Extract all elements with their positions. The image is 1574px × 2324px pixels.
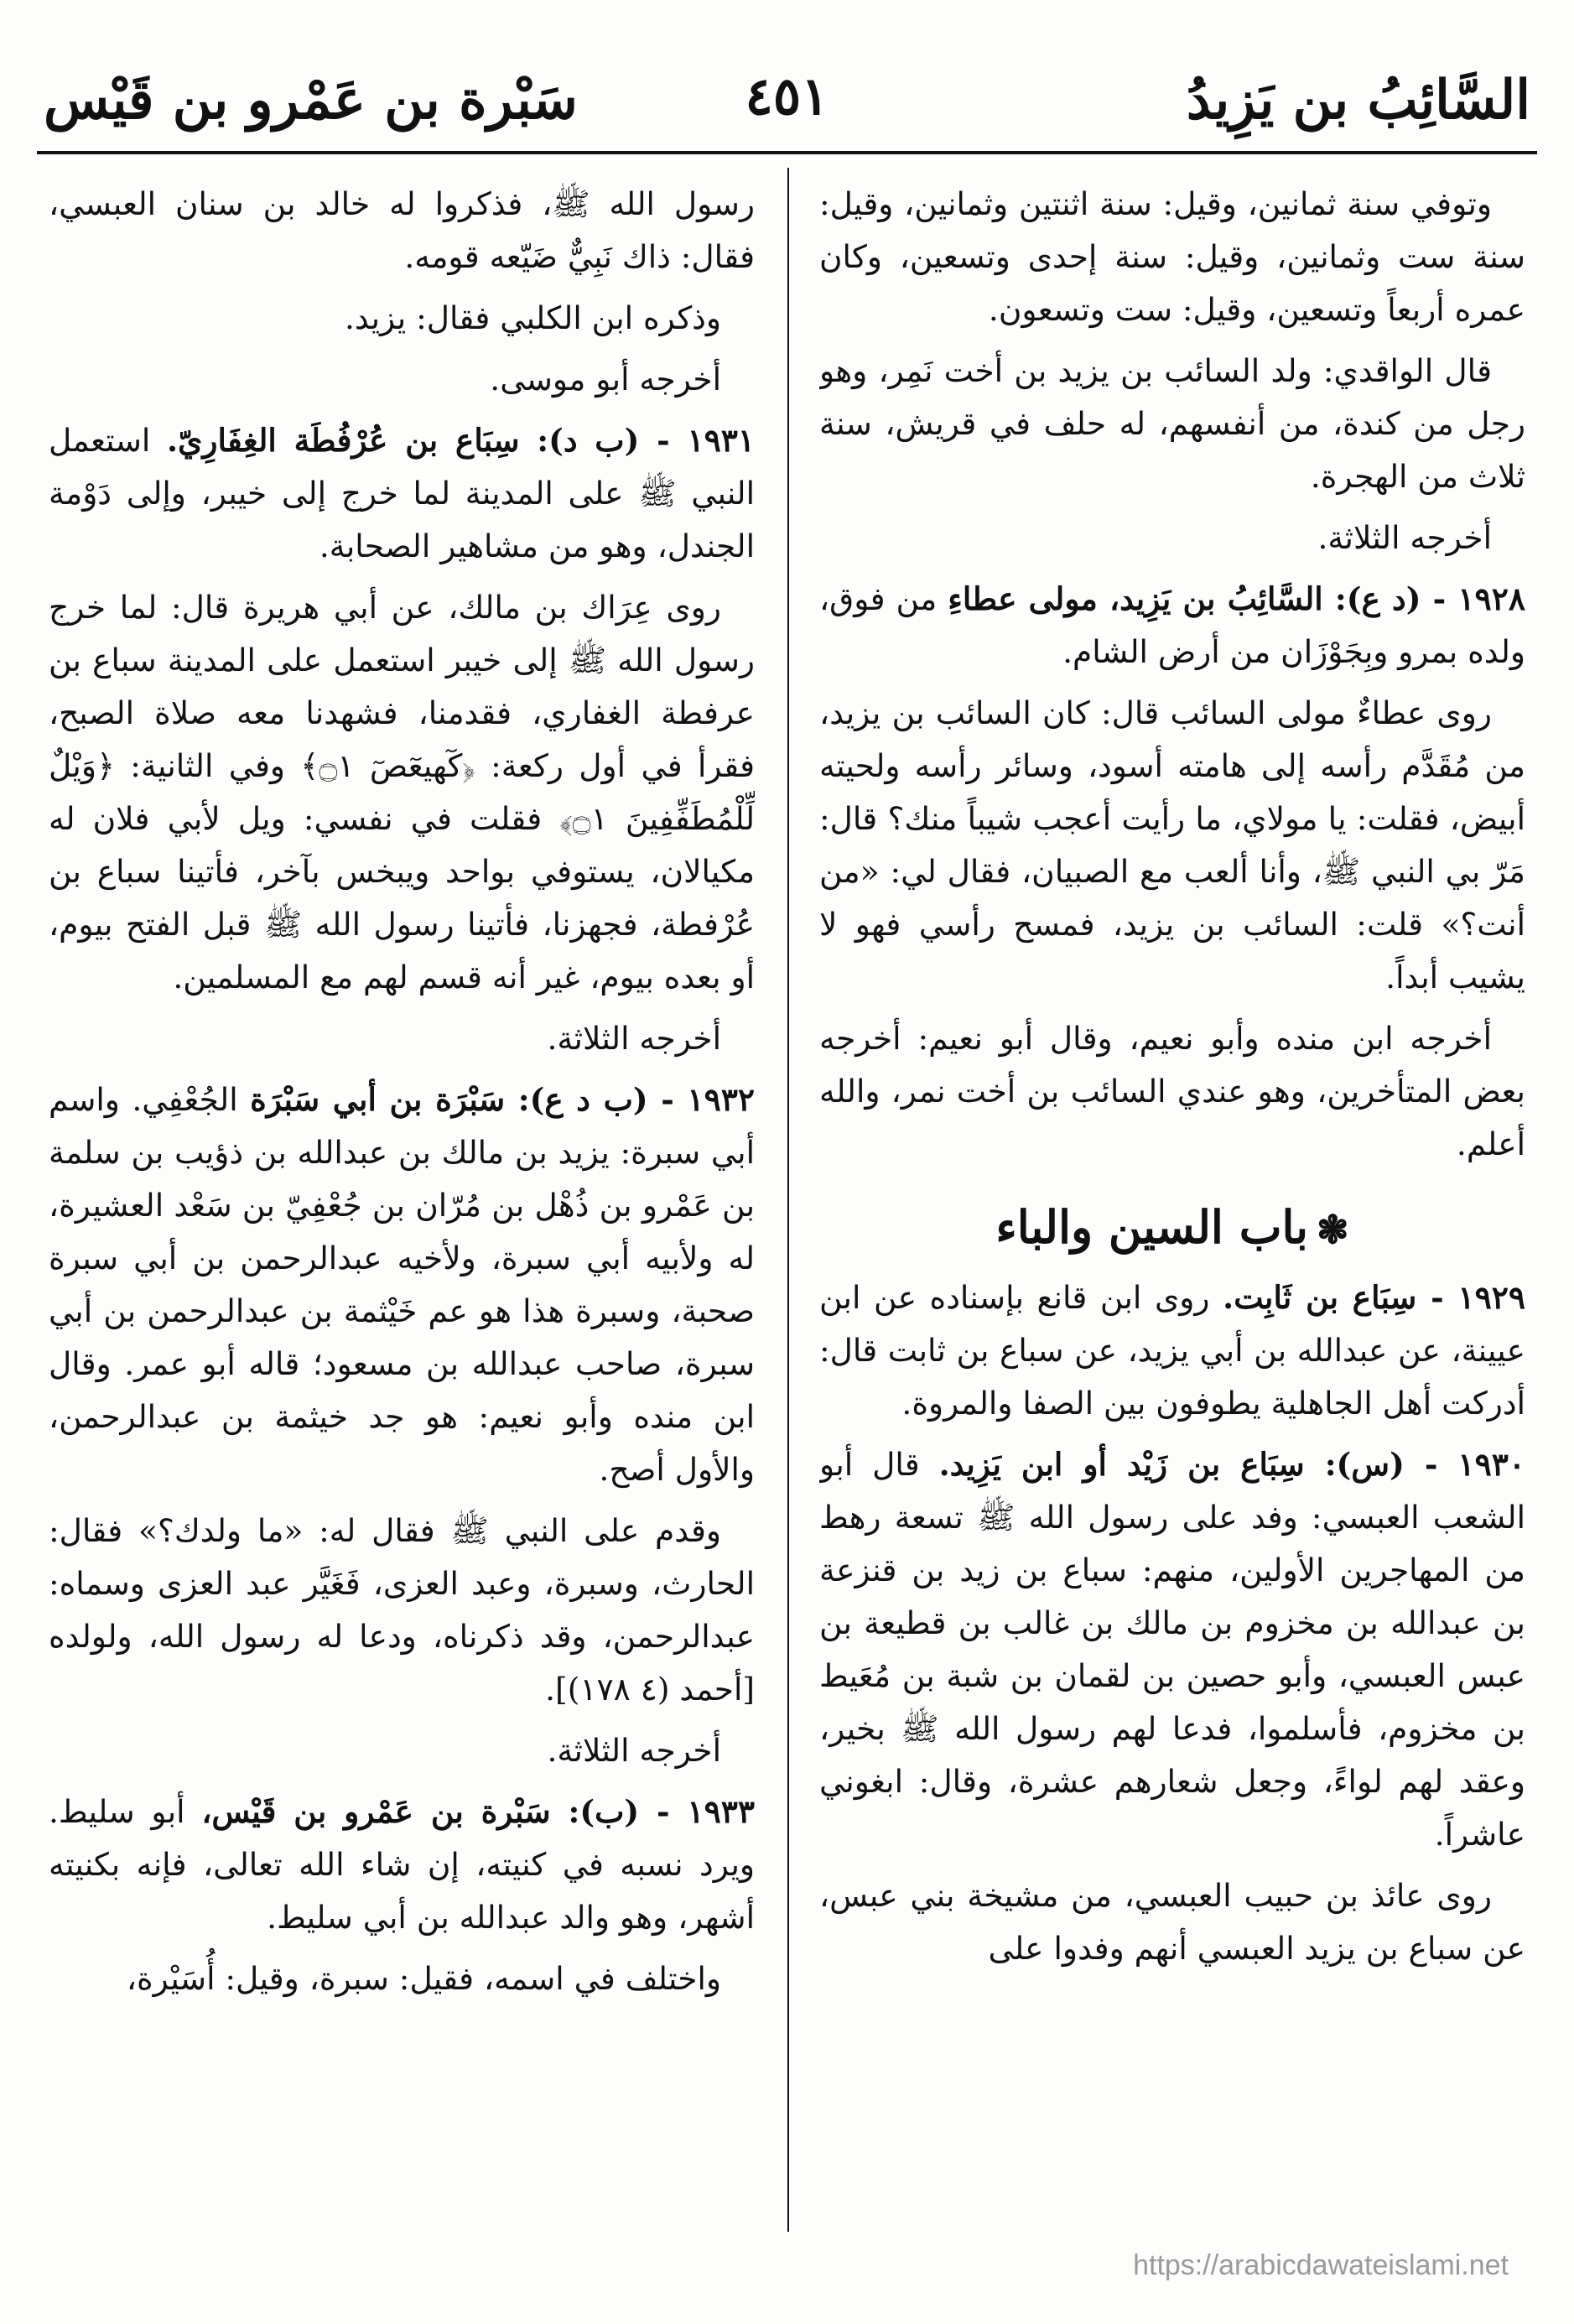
left-column <box>49 178 755 2241</box>
running-head-right: السَّائِبُ بن يَزِيدُ <box>1186 69 1530 132</box>
entry-heading: ١٩٢٨ - (د ع): السَّائِبُ بن يَزِيد، مولى عطاءِ <box>948 580 1525 617</box>
paragraph: وتوفي سنة ثمانين، وقيل: سنة اثنتين وثمانين، وقيل: سنة ست وثمانين، وقيل: سنة إحدى وتسعين، وكان عمره أربعاً وتسعين، وقيل: ست وتسعون. <box>819 185 1525 328</box>
header-rule <box>37 151 1537 154</box>
entry-heading: ١٩٣٠ - (س): سِبَاع بن زَيْد أو ابن يَزِيد. <box>938 1446 1525 1483</box>
paragraph: أخرجه الثلاثة. <box>1317 519 1492 556</box>
ornament-star-icon: ❃ <box>1317 1207 1349 1252</box>
watermark-url: https://arabicdawateislami.net <box>1133 2249 1509 2281</box>
paragraph: وقدم على النبي ﷺ فقال له: «ما ولدك؟» فقال: الحارث، وسبرة، وعبد العزى، فَغَيَّر عبد العزى وسماه: عبدالرحمن، وقد ذكرناه، ودعا له رسول الله، ولولده [أحمد (٤ ١٧٨)]. <box>49 1512 755 1708</box>
column-divider <box>787 168 789 2232</box>
paragraph: أخرجه الثلاثة. <box>547 1732 721 1769</box>
paragraph: أخرجه أبو موسى. <box>490 361 721 398</box>
section-title <box>819 1201 1525 1256</box>
paragraph: قال الواقدي: ولد السائب بن يزيد بن أخت نَمِر، وهو رجل من كندة، من أنفسهم، له حلف في قريش، سنة ثلاث من الهجرة. <box>819 352 1525 495</box>
section-title-text: باب السين والباء <box>995 1200 1309 1254</box>
entry-heading: ١٩٣١ - (ب د): سِبَاع بن عُرْفُطَة الغِفَارِيّ. <box>166 422 755 459</box>
right-column <box>819 178 1525 2241</box>
entry-1928 <box>819 573 1525 678</box>
entry-text: الجُعْفِي. واسم أبي سبرة: يزيد بن مالك بن عبدالله بن ذؤيب بن سلمة بن عَمْرو بن ذُهْل بن مُرّان بن جُعْفِيّ بن سَعْد العشيرة، له ولأبيه أبي سبرة، ولأخيه عبدالرحمن بن أبي سبرة صحبة، وسبرة هذا هو عم خَيْثمة بن عبدالرحمن بن أبي سبرة، صاحب عبدالله بن مسعود؛ قاله أبو عمر. وقال ابن منده وأبو نعيم: هو جد خيثمة بن عبدالرحمن، والأول أصح. <box>49 1081 755 1488</box>
paragraph: رسول الله ﷺ، فذكروا له خالد بن سنان العبسي، فقال: ذاك نَبِيٌّ ضَيّعه قومه. <box>49 185 755 275</box>
entry-1933 <box>49 1786 755 1944</box>
entry-text: من فوق، ولده بمرو وبِجَوْزَان من أرض الشام. <box>819 580 1525 670</box>
entry-heading: ١٩٣٢ - (ب د ع): سَبْرَة بن أبي سَبْرَة <box>250 1081 755 1118</box>
entry-1932 <box>49 1074 755 1496</box>
paragraph: روى عطاءٌ مولى السائب قال: كان السائب بن يزيد، من مُقَدَّم رأسه إلى هامته أسود، وسائر رأسه ولحيته أبيض، فقلت: يا مولاي، ما رأيت أعجب شيباً منك؟ قال: مَرّ بي النبي ﷺ، وأنا ألعب مع الصبيان، فقال لي: «من أنت؟» قلت: السائب بن يزيد، فمسح رأسي فهو لا يشيب أبداً. <box>819 694 1525 996</box>
entry-text: أبو سليط. ويرد نسبه في كنيته، إن شاء الله تعالى، فإنه بكنيته أشهر، وهو والد عبدالله بن أبي سليط. <box>49 1793 755 1936</box>
entry-1929 <box>819 1271 1525 1430</box>
paragraph: أخرجه الثلاثة. <box>547 1020 721 1057</box>
entry-1931 <box>49 414 755 573</box>
entry-text: استعمل النبي ﷺ على المدينة لما خرج إلى خيبر، وإلى دَوْمة الجندل، وهو من مشاهير الصحابة. <box>49 422 755 564</box>
running-head-left: سَبْرة بن عَمْرو بن قَيْس <box>44 69 578 132</box>
entry-1930 <box>819 1438 1525 1861</box>
paragraph: روى عِرَاك بن مالك، عن أبي هريرة قال: لما خرج رسول الله ﷺ إلى خيبر استعمل على المدينة سباع بن عرفطة الغفاري، فقدمنا، فشهدنا معه صلاة الصبح، فقرأ في أول ركعة: ﴿كٓهيعٓصٓ ۝١﴾ وفي الثانية: ﴿وَيْلٌ لِّلْمُطَفِّفِينَ ۝١﴾ فقلت في نفسي: ويل لأبي فلان له مكيالان، يستوفي بواحد ويبخس بآخر، فأتينا سباع بن عُرْفطة، فجهزنا، فأتينا رسول الله ﷺ قبل الفتح بيوم، أو بعده بيوم، غير أنه قسم لهم مع المسلمين. <box>49 589 755 996</box>
paragraph: واختلف في اسمه، فقيل: سبرة، وقيل: أُسَيْرة، <box>126 1960 721 1997</box>
entry-heading: ١٩٢٩ - سِبَاع بن ثَابِت. <box>1223 1279 1525 1316</box>
paragraph: روى عائذ بن حبيب العبسي، من مشيخة بني عبس، عن سباع بن يزيد العبسي أنهم وفدوا على <box>819 1877 1525 1967</box>
entry-text: قال أبو الشعب العبسي: وفد على رسول الله ﷺ تسعة رهط من المهاجرين الأولين، منهم: سباع بن زيد بن قنزعة بن عبدالله بن مخزوم بن مالك بن غالب بن قطيعة بن عبس العبسي، وأبو حصين بن لقمان بن شبة بن مُعَيط بن مخزوم، فأسلموا، فدعا لهم رسول الله ﷺ بخير، وعقد لهم لواءً، وجعل شعارهم عشرة، وقال: ابغوني عاشراً. <box>819 1446 1525 1853</box>
entry-heading: ١٩٣٣ - (ب): سَبْرة بن عَمْرو بن قَيْس، <box>201 1793 755 1830</box>
page-number: ٤٥١ <box>745 65 829 127</box>
paragraph: وذكره ابن الكلبي فقال: يزيد. <box>345 299 721 336</box>
paragraph: أخرجه ابن منده وأبو نعيم، وقال أبو نعيم: أخرجه بعض المتأخرين، وهو عندي السائب بن أخت نمر، والله أعلم. <box>819 1020 1525 1162</box>
entry-text: روى ابن قانع بإسناده عن ابن عيينة، عن عبدالله بن أبي يزيد، عن سباع بن ثابت قال: أدركت أهل الجاهلية يطوفون بين الصفا والمروة. <box>819 1279 1525 1422</box>
page-header <box>44 65 1530 141</box>
